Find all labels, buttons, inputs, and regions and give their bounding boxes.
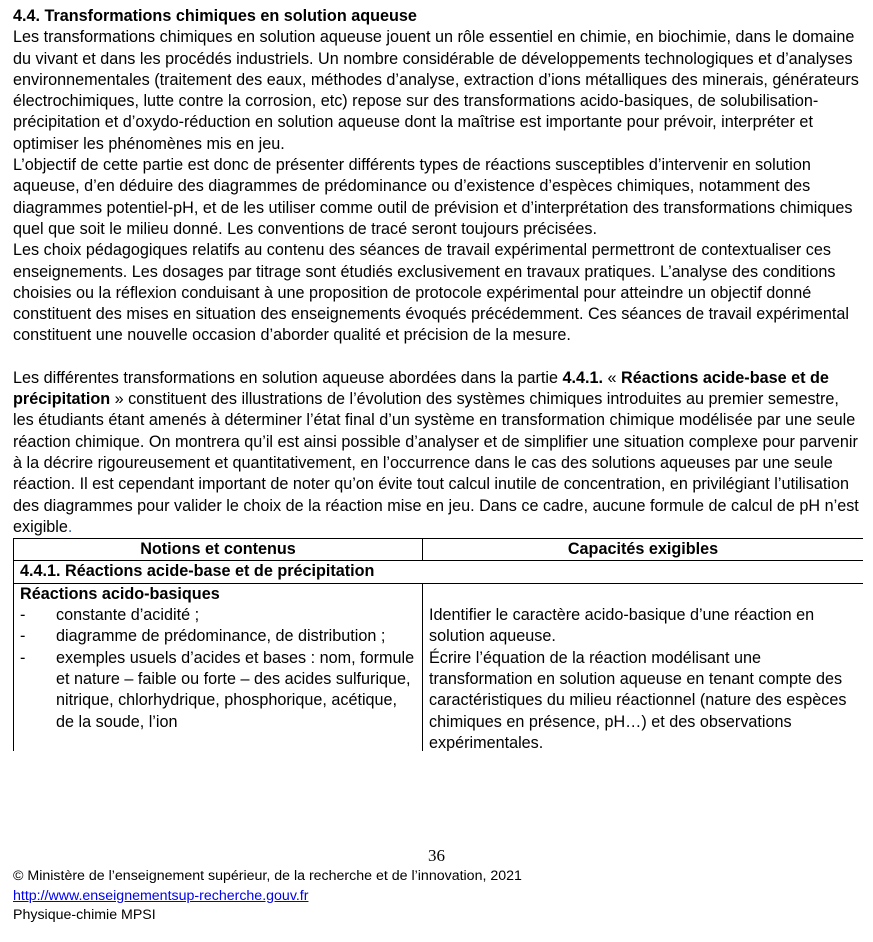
list-item: - constante d’acidité ; bbox=[20, 606, 200, 625]
paragraph-objective: L’objectif de cette partie est donc de présenter différents types de réactions susceptibles d’intervenir en solution aqueuse, d’en déduire des diagrammes de prédominance ou d’existence d’espèces chimiques, notamment des diagrammes potentiel-pH, et de les utiliser comme outil de prévision et d’interprétation des transformations chimiques quel que soit le milieu donné. Les conventions de tracé seront toujours précisées. bbox=[13, 156, 853, 238]
page-number: 36 bbox=[428, 846, 445, 865]
footer-copyright: © Ministère de l’enseignement supérieur, de la recherche et de l’innovation, 2021 bbox=[13, 868, 522, 884]
section-heading: 4.4. Transformations chimiques en solution aqueuse bbox=[13, 7, 417, 25]
notions-cell bbox=[14, 583, 423, 751]
capacites-cell bbox=[423, 583, 864, 751]
subsection-title: Réactions acido-basiques bbox=[20, 584, 220, 603]
part-title: Réactions acide-base et de précipitation bbox=[13, 368, 829, 409]
list-item: - exemples usuels d’acides et bases : nom, formule et nature – faible ou forte – des acides sulfurique, nitrique, chlorhydrique, phosphorique, acétique, de la soude, l’ion bbox=[20, 648, 415, 731]
capacite-item: Écrire l’équation de la réaction modélisant une transformation en solution aqueuse en tenant compte des caractéristiques du milieu réactionnel (nature des espèces chimiques en présence, pH…) et des observations expérimentales. bbox=[429, 648, 847, 752]
table-section-title: 4.4.1. Réactions acide-base et de précipitation bbox=[14, 561, 864, 583]
header-notions: Notions et contenus bbox=[14, 539, 423, 561]
capacite-item: Identifier le caractère acido-basique d’une réaction en solution aqueuse. bbox=[429, 606, 815, 646]
footer bbox=[13, 867, 522, 926]
document-body bbox=[13, 6, 863, 751]
footer-subject: Physique-chimie MPSI bbox=[13, 907, 156, 923]
program-table-wrapper bbox=[13, 538, 863, 751]
footer-link[interactable]: http://www.enseignementsup-recherche.gouv.fr bbox=[13, 887, 309, 904]
header-capacites: Capacités exigibles bbox=[423, 539, 864, 561]
paragraph-pedagogy: Les choix pédagogiques relatifs au contenu des séances de travail expérimental permettront de contextualiser ces enseignements. Les dosages par titrage sont étudiés exclusivement en travaux pratiques. L’analyse des conditions choisies ou la réflexion conduisant à une proposition de protocole expérimental pour atteindre un objectif donné constituent des mises en situation des enseignements évoqués précédemment. Ces séances de travail expérimental constituent une nouvelle occasion d’aborder qualité et précision de la mesure. bbox=[13, 241, 849, 345]
program-table bbox=[13, 538, 863, 751]
list-item: - diagramme de prédominance, de distribution ; bbox=[20, 627, 386, 646]
paragraph-intro: Les transformations chimiques en solution aqueuse jouent un rôle essentiel en chimie, en biochimie, dans le domaine du vivant et dans les procédés industriels. Un nombre considérable de développements technologiques et d’analyses environnementales (traitement des eaux, méthodes d’analyse, extraction d’ions métalliques des minerais, générateurs électrochimiques, lutte contre la corrosion, etc) repose sur des transformations acido-basiques, de solubilisation-précipitation et d’oxydo-réduction en solution aqueuse dont la maîtrise est importante pour prévoir, interpréter et optimiser les phénomènes mis en jeu. bbox=[13, 28, 859, 153]
part-reference: 4.4.1. bbox=[562, 368, 604, 387]
paragraph-transformations: Les différentes transformations en solution aqueuse abordées dans la partie 4.4.1. « Réactions acide-base et de précipitation » constituent des illustrations de l’évolution des systèmes chimiques introduites au premier semestre, les étudiants étant amenés à déterminer l’état final d’un système en transformation chimique modélisée par une seule réaction chimique. On montrera qu’il est ainsi possible d’analyser et de simplifier une situation complexe pour parvenir à la décrire rigoureusement et quantitativement, en l’occurrence dans le cas des solutions aqueuses par une seule réaction. Il est cependant important de noter qu’on évite tout calcul inutile de concentration, en privilégiant l’utilisation des diagrammes pour valider le choix de la réaction mise en jeu. Dans ce cadre, aucune formule de calcul de pH n’est exigible. bbox=[13, 368, 859, 536]
